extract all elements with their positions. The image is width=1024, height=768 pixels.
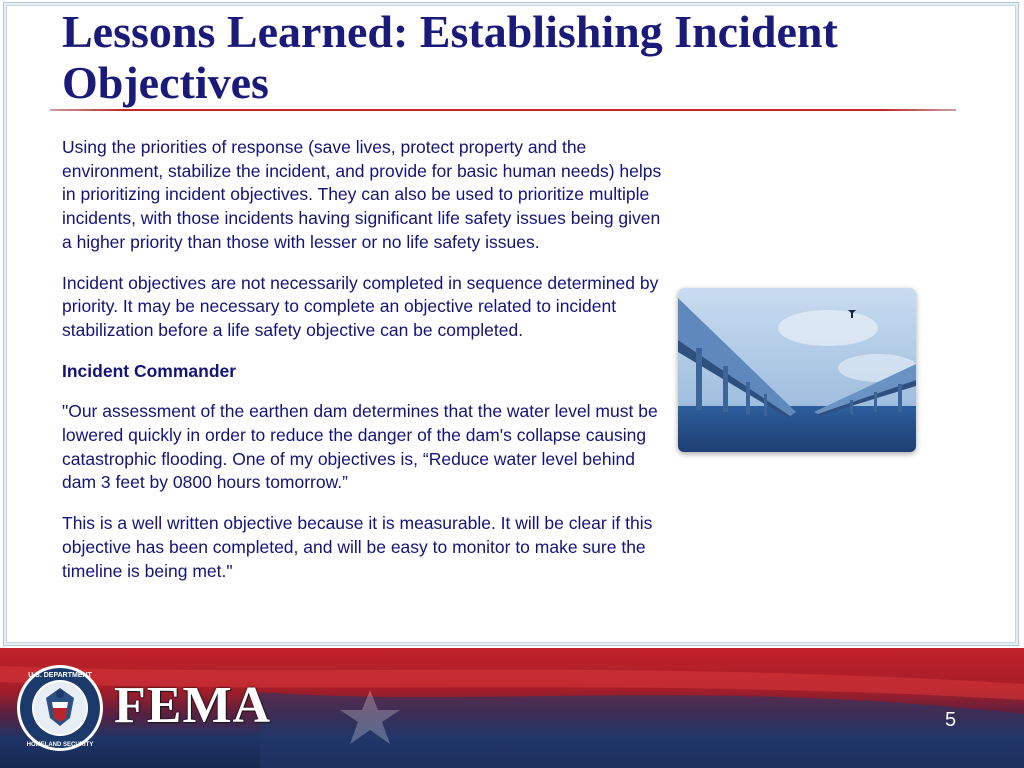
paragraph-quote: "Our assessment of the earthen dam determines that the water level must be lowered quickly in order to reduce the danger of the dam's collapse causing catastrophic flooding. One of my objectives is, “Reduce water level behind dam 3 feet by 0800 hours tomorrow.” xyxy=(62,401,658,493)
flooded-bridges-photo xyxy=(678,288,916,452)
slide-title: Lessons Learned: Establishing Incident Objectives xyxy=(62,6,838,108)
title-divider xyxy=(50,109,956,111)
svg-text:U.S. DEPARTMENT: U.S. DEPARTMENT xyxy=(28,672,92,679)
slide-body xyxy=(62,136,662,600)
fema-logo-wordmark: FEMA xyxy=(114,677,272,734)
paragraph-evaluation: This is a well written objective because it is measurable. It will be clear if this objective has been completed, and will be easy to monitor to make sure the timeline is being met." xyxy=(62,513,653,581)
speaker-label: Incident Commander xyxy=(62,360,237,381)
dhs-seal-logo xyxy=(16,664,104,752)
page-number: 5 xyxy=(945,709,957,731)
paragraph-priorities: Using the priorities of response (save lives, protect property and the environment, stabilize the incident, and provide for basic human needs) helps in prioritizing incident objectives. They can also be used to prioritize multiple incidents, with those incidents having significant life safety issues being given a higher priority than those with lesser or no life safety issues. xyxy=(62,137,662,252)
svg-text:HOMELAND SECURITY: HOMELAND SECURITY xyxy=(26,742,94,748)
paragraph-sequence: Incident objectives are not necessarily completed in sequence determined by priority. It may be necessary to complete an objective related to incident stabilization before a life safety objective can be completed. xyxy=(62,272,659,340)
